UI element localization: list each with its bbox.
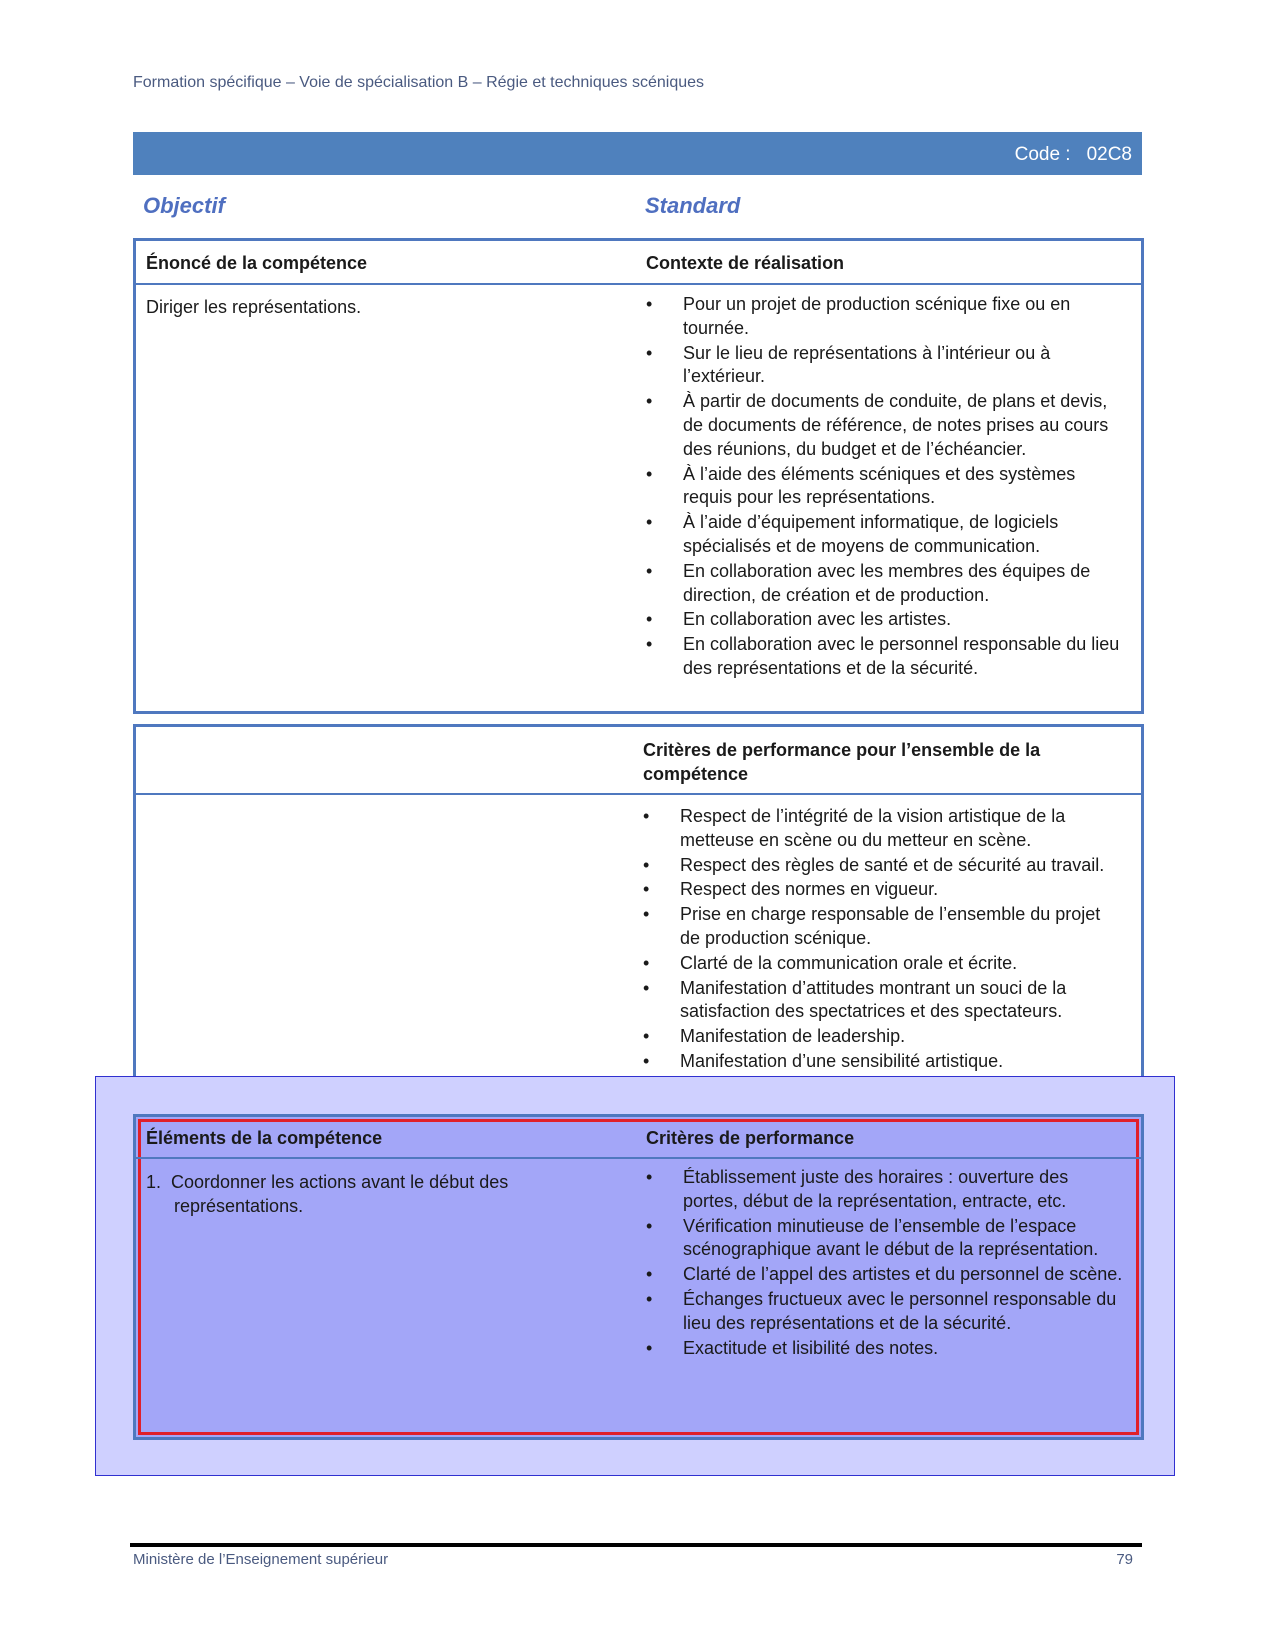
competence-code <box>999 144 1132 166</box>
global-criteria-header-row <box>136 727 1141 795</box>
running-header: Formation spécifique – Voie de spécialisation B – Régie et techniques scéniques <box>133 74 705 91</box>
statement-header: Énoncé de la compétence <box>146 253 368 273</box>
global-criteria-header: Critères de performance pour l’ensemble de la compétence <box>643 740 1041 784</box>
footer-divider <box>130 1543 1142 1547</box>
list-item: • À l’aide des éléments scéniques et des systèmes requis pour les représentations. <box>646 463 1126 511</box>
list-item: • En collaboration avec les membres des équipes de direction, de création et de production. <box>646 560 1126 608</box>
code-label: Code : <box>1014 144 1071 165</box>
list-item: • Exactitude et lisibilité des notes. <box>646 1337 1126 1361</box>
code-value: 02C8 <box>1086 144 1132 165</box>
context-header: Contexte de réalisation <box>646 253 845 273</box>
list-item: • Respect de l’intégrité de la vision artistique de la metteuse en scène ou du metteur en scène. <box>643 805 1125 853</box>
footer-ministry: Ministère de l’Enseignement supérieur <box>133 1551 389 1568</box>
standard-heading: Standard <box>645 193 741 218</box>
elements-table-header <box>136 1117 1141 1159</box>
context-list <box>646 293 1126 682</box>
list-item: • Établissement juste des horaires : ouverture des portes, début de la représentation, entracte, etc. <box>646 1166 1126 1214</box>
list-item: • Manifestation de leadership. <box>643 1025 1125 1049</box>
list-item: • Échanges fructueux avec le personnel responsable du lieu des représentations et de la sécurité. <box>646 1288 1126 1336</box>
list-item: • Manifestation d’attitudes montrant un souci de la satisfaction des spectatrices et des spectateurs. <box>643 977 1125 1025</box>
list-item: • Pour un projet de production scénique fixe ou en tournée. <box>646 293 1126 341</box>
elements-table[interactable] <box>133 1114 1144 1440</box>
page-footer <box>133 1551 1133 1568</box>
list-item: • Respect des règles de santé et de sécurité au travail. <box>643 854 1125 878</box>
elements-header: Éléments de la compétence <box>146 1128 383 1148</box>
objective-heading: Objectif <box>143 193 225 218</box>
list-item: • En collaboration avec les artistes. <box>646 608 1126 632</box>
criteria-list <box>646 1166 1126 1361</box>
list-item: • Clarté de la communication orale et écrite. <box>643 952 1125 976</box>
criteria-header: Critères de performance <box>646 1128 855 1148</box>
list-item: • À partir de documents de conduite, de plans et devis, de documents de référence, de notes prises au cours des réunions, du budget et de l’échéancier. <box>646 390 1126 461</box>
list-item: • Sur le lieu de représentations à l’intérieur ou à l’extérieur. <box>646 342 1126 390</box>
global-criteria-table <box>133 724 1144 1103</box>
page-number: 79 <box>1116 1551 1133 1568</box>
list-item: • Respect des normes en vigueur. <box>643 878 1125 902</box>
list-item: • Manifestation d’une sensibilité artistique. <box>643 1050 1125 1074</box>
element-1: 1. Coordonner les actions avant le début des représentations. <box>146 1172 509 1216</box>
competence-table-header <box>136 241 1141 285</box>
list-item: • À l’aide d’équipement informatique, de logiciels spécialisés et de moyens de communication. <box>646 511 1126 559</box>
competence-statement: Diriger les représentations. <box>146 297 362 317</box>
global-criteria-list <box>643 805 1125 1075</box>
competence-table <box>133 238 1144 714</box>
list-item: • Prise en charge responsable de l’ensemble du projet de production scénique. <box>643 903 1125 951</box>
list-item: • Vérification minutieuse de l’ensemble de l’espace scénographique avant le début de la représentation. <box>646 1215 1126 1263</box>
code-bar <box>133 132 1142 175</box>
list-item: • En collaboration avec le personnel responsable du lieu des représentations et de la sécurité. <box>646 633 1126 681</box>
list-item: • Clarté de l’appel des artistes et du personnel de scène. <box>646 1263 1126 1287</box>
